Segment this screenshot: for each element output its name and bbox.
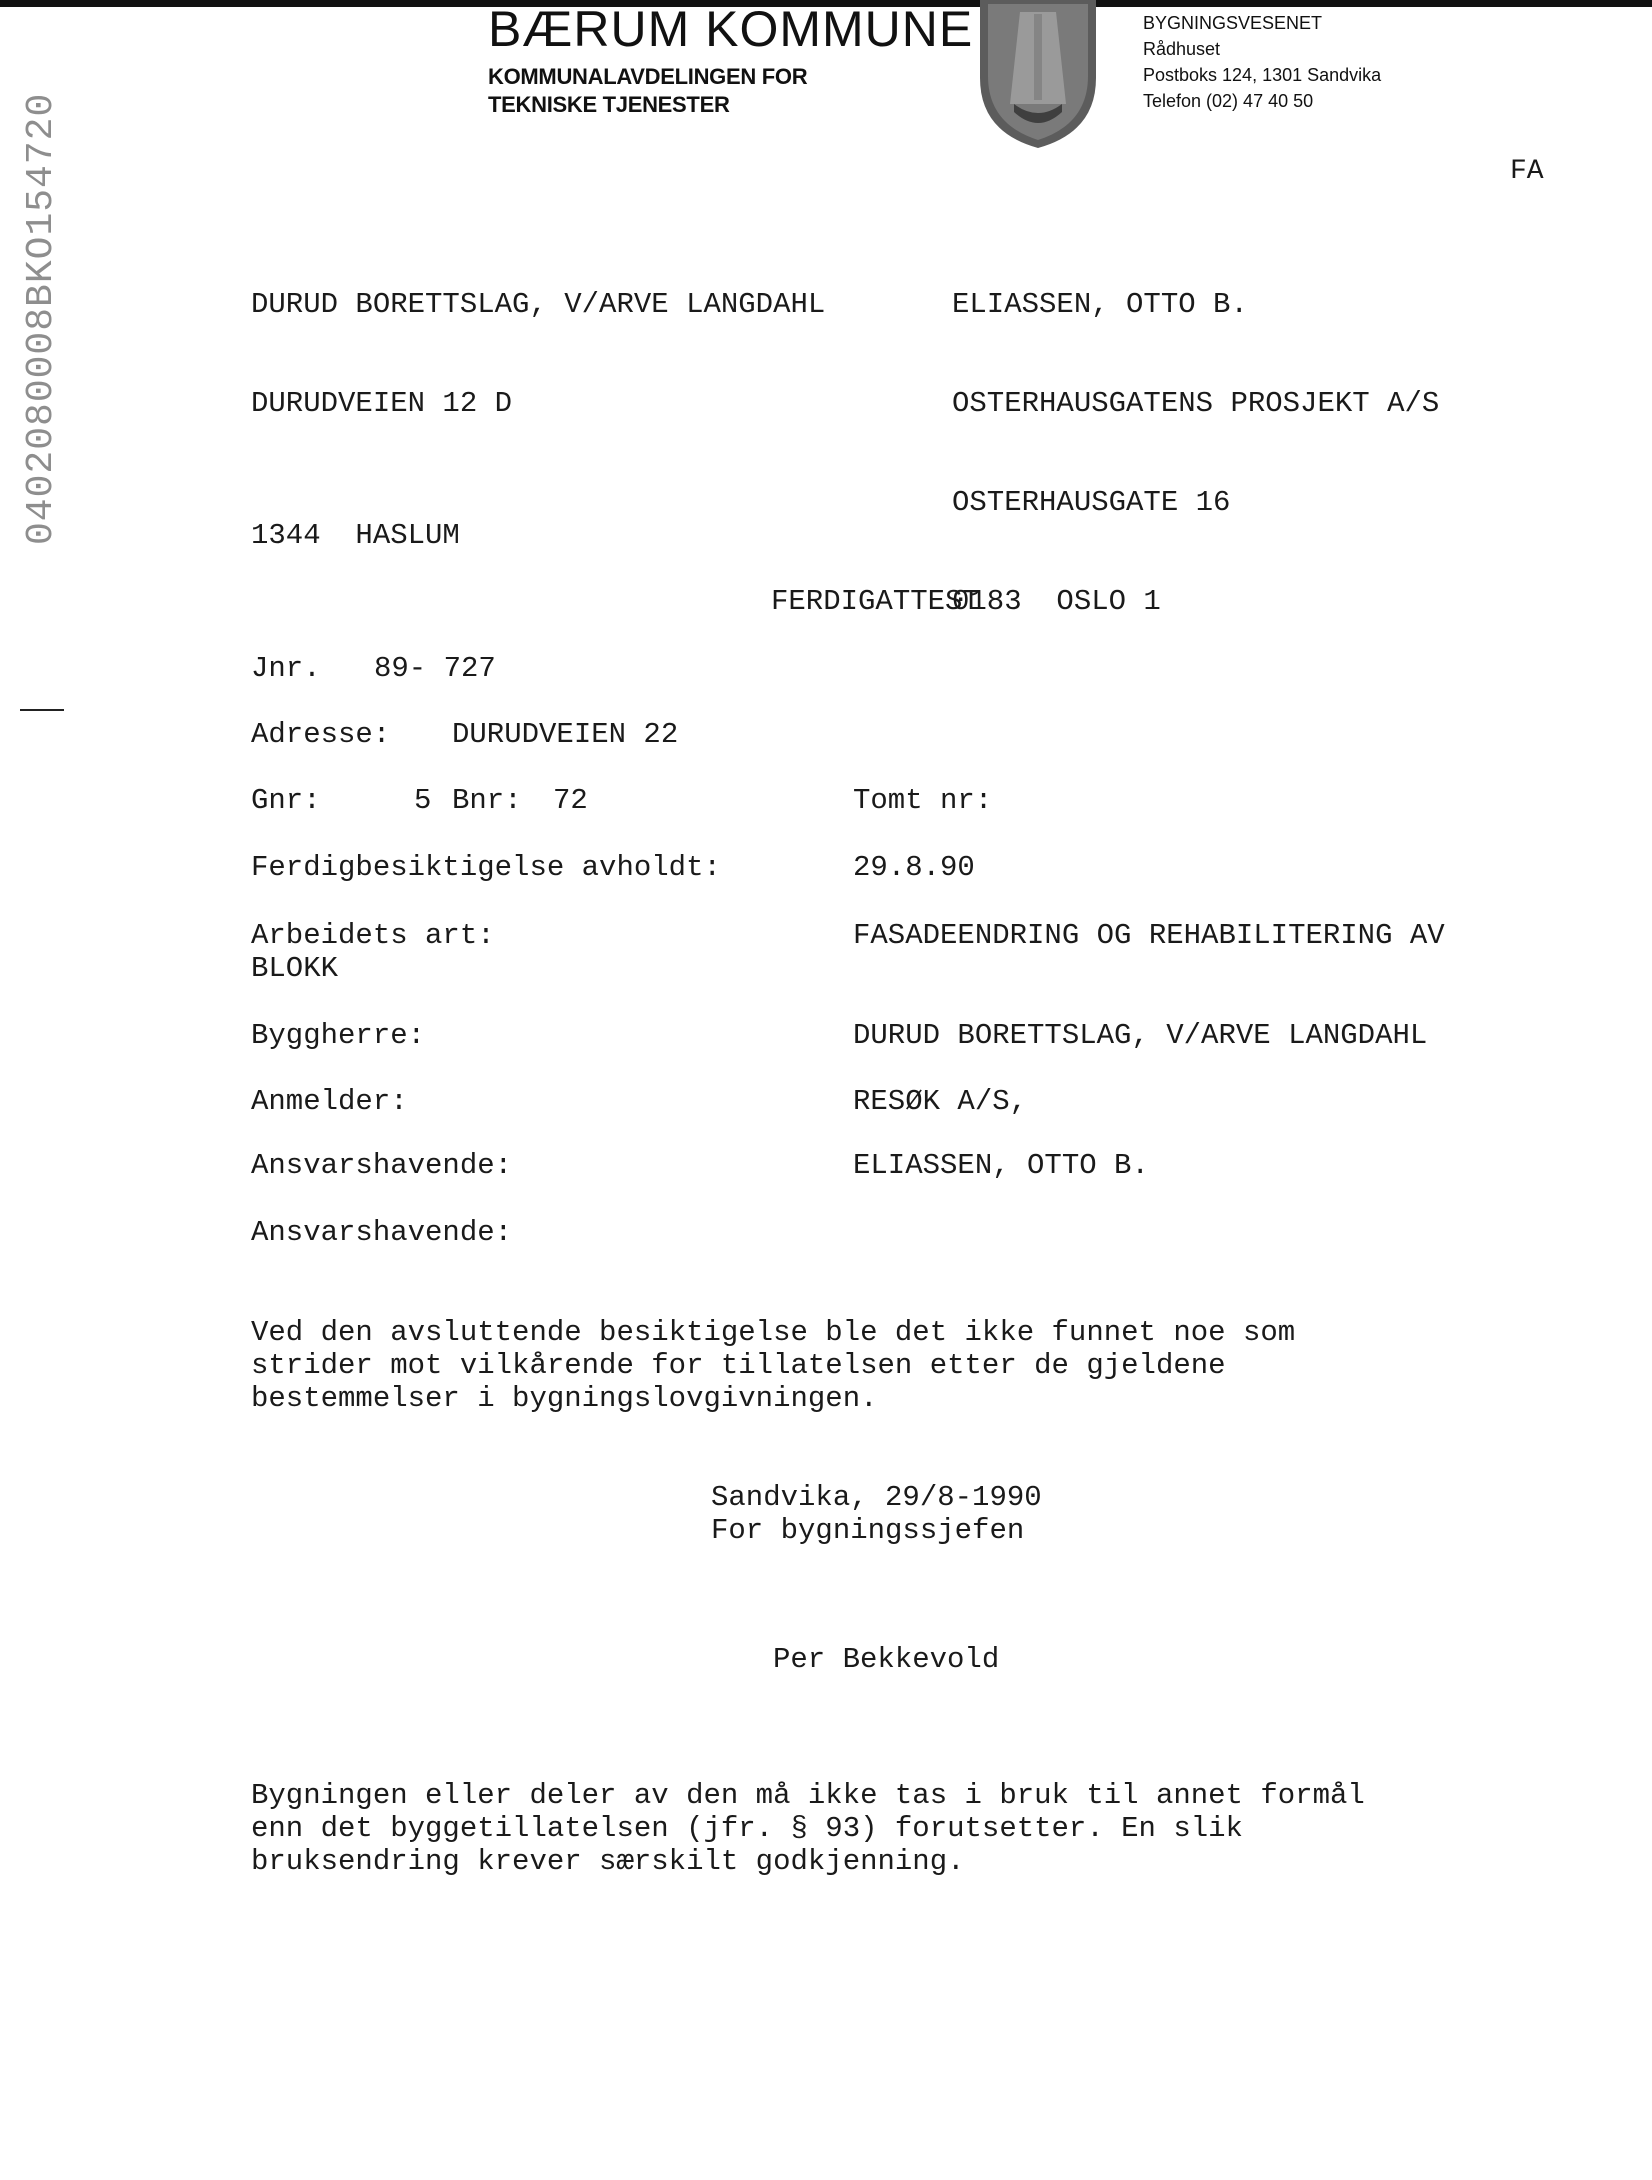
byggherre-label: Byggherre: (251, 1019, 426, 1052)
recipient-left-postal: 1344 HASLUM (251, 519, 460, 552)
ferdig-value: 29.8.90 (853, 851, 975, 884)
recipient-right-company: OSTERHAUSGATENS PROSJEKT A/S (952, 387, 1440, 420)
anmelder-value: RESØK A/S, (853, 1085, 1028, 1118)
statement-line: bestemmelser i bygningslovgivningen. (251, 1382, 878, 1415)
recipient-left-street: DURUDVEIEN 12 D (251, 387, 513, 420)
municipal-crest-icon (976, 0, 1100, 150)
gnr-label: Gnr: (251, 784, 321, 817)
ferdig-label: Ferdigbesiktigelse avholdt: (251, 851, 721, 884)
footer-note (251, 1779, 1551, 1878)
recipient-left (251, 222, 825, 618)
adresse-label: Adresse: (251, 718, 391, 751)
corner-code: FA (1510, 156, 1544, 187)
arbeid-label: Arbeidets art: (251, 919, 495, 952)
ansvar1-value: ELIASSEN, OTTO B. (853, 1149, 1149, 1182)
adresse-value: DURUDVEIEN 22 (452, 718, 679, 751)
office-info (1143, 10, 1381, 114)
footer-note-line: enn det byggetillatelsen (jfr. § 93) forutsetter. En slik (251, 1812, 1243, 1845)
recipient-right-name: ELIASSEN, OTTO B. (952, 288, 1248, 321)
jnr-label: Jnr. (251, 652, 321, 685)
recipient-right-street: OSTERHAUSGATE 16 (952, 486, 1231, 519)
org-name: BÆRUM KOMMUNE (488, 1, 974, 57)
signature-block (711, 1481, 1042, 1547)
office-phone: Telefon (02) 47 40 50 (1143, 91, 1314, 111)
tomt-label: Tomt nr: (853, 784, 993, 817)
footer-note-line: bruksendring krever særskilt godkjenning. (251, 1845, 965, 1878)
arbeid-value: FASADEENDRING OG REHABILITERING AV (853, 919, 1445, 952)
side-archive-code: 0402080008BKO154720 (20, 92, 63, 545)
ansvar1-label: Ansvarshavende: (251, 1149, 513, 1182)
recipient-right-postal: 0183 OSLO 1 (952, 585, 1161, 618)
bnr-value: 72 (553, 784, 588, 817)
gnr-value: 5 (414, 784, 432, 817)
bnr-label: Bnr: (452, 784, 522, 817)
statement (251, 1316, 1551, 1415)
on-behalf: For bygningssjefen (711, 1514, 1025, 1547)
byggherre-value: DURUD BORETTSLAG, V/ARVE LANGDAHL (853, 1019, 1428, 1052)
department-line: TEKNISKE TJENESTER (488, 92, 730, 117)
place-date: Sandvika, 29/8-1990 (711, 1481, 1042, 1514)
statement-line: strider mot vilkårende for tillatelsen etter de gjeldene (251, 1349, 1226, 1382)
statement-line: Ved den avsluttende besiktigelse ble det ikke funnet noe som (251, 1316, 1296, 1349)
fold-mark (20, 709, 64, 711)
office-building: Rådhuset (1143, 39, 1221, 59)
arbeid-value-cont: BLOKK (251, 952, 339, 985)
recipient-left-name: DURUD BORETTSLAG, V/ARVE LANGDAHL (251, 288, 826, 321)
department-line: KOMMUNALAVDELINGEN FOR (488, 64, 808, 89)
footer-note-line: Bygningen eller deler av den må ikke tas i bruk til annet formål (251, 1779, 1365, 1812)
signer-name: Per Bekkevold (773, 1643, 1000, 1676)
office-postbox: Postboks 124, 1301 Sandvika (1143, 65, 1382, 85)
ansvar2-label: Ansvarshavende: (251, 1216, 513, 1249)
anmelder-label: Anmelder: (251, 1085, 408, 1118)
jnr-value: 89- 727 (374, 652, 496, 685)
department (488, 63, 807, 119)
document-title: FERDIGATTEST (771, 585, 980, 618)
recipient-right (952, 222, 1439, 684)
office-dept: BYGNINGSVESENET (1143, 13, 1323, 33)
